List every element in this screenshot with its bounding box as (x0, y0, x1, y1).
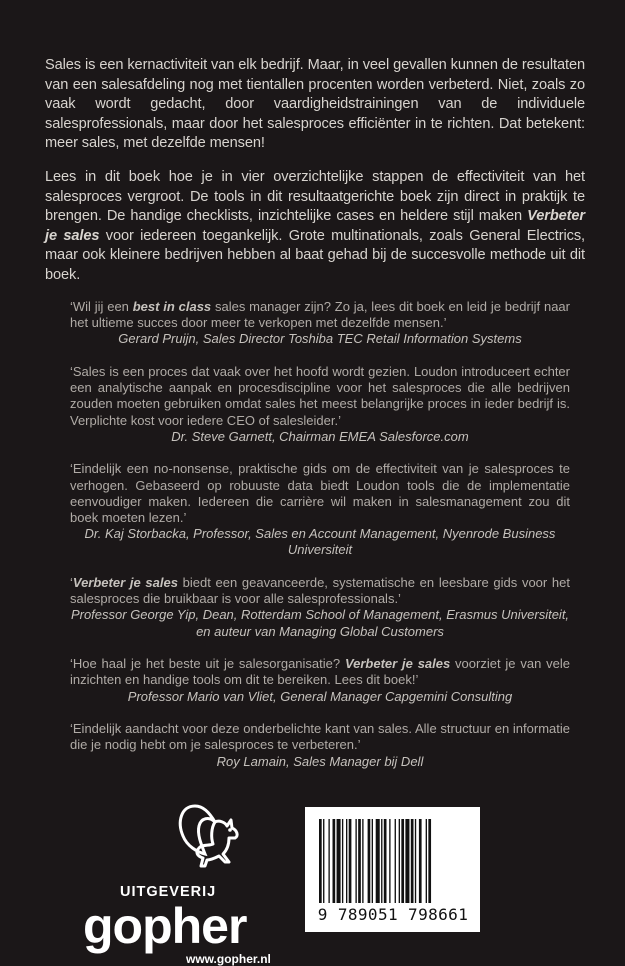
quote-5 (70, 656, 570, 705)
quote-emphasis: Verbeter je sales (344, 656, 451, 672)
quote-text (70, 575, 570, 607)
barcode-bar (358, 819, 361, 903)
quote-text-end: voorziet je van vele inzichten en handige tools om dit te bereiken. Lees dit boek!’ (70, 656, 570, 688)
quote-text (70, 364, 570, 429)
publisher-label: UITGEVERIJ (120, 884, 217, 900)
barcode-bar (401, 819, 404, 903)
intro-text-start: Lees in dit boek hoe je in vier overzichtelijke stappen de effectiviteit van het salesproces vergroot. De tools in dit resultaatgerichte boek zijn direct in praktijk te brengen. De handige checklists, inzichtelijke cases en heldere stijl maken (45, 169, 585, 225)
barcode-bar (362, 819, 363, 903)
barcode-bar (419, 819, 422, 903)
quote-attribution: Professor Mario van Vliet, General Manager Capgemini Consulting (127, 688, 513, 704)
barcode-bar (415, 819, 416, 903)
quote-text-start: ‘Eindelijk een no-nonsense, praktische gids om de effectiviteit van je salesproces te verhogen. Gebaseerd op robuuste data biedt Loudon tools die de implementatie eenvoudiger maken. Iedereen die carrière wil maken in salesmanagement zou dit boek moeten lezen.’ (70, 461, 570, 526)
publisher-logo (60, 800, 290, 966)
publisher-name: gopher (83, 898, 247, 954)
barcode-bar (368, 819, 371, 903)
barcode-bar (411, 819, 414, 903)
barcode-bar (323, 819, 324, 903)
quote-text-start: ‘ (70, 575, 73, 591)
intro-text-end: voor iedereen toegankelijk. Grote multinationals, zoals General Electrics, maar ook kleinere bedrijven hebben al baat gehad bij de succesvolle methode uit dit boek. (45, 227, 585, 283)
quote-1 (70, 299, 570, 348)
quote-text-start: ‘Eindelijk aandacht voor deze onderbelichte kant van sales. Alle structuur en informatie die je nodig hebt om je salesproces te verbeteren.’ (70, 721, 570, 753)
squirrel-icon (175, 800, 247, 880)
barcode-bar (381, 819, 382, 903)
quote-text (70, 299, 570, 331)
quotes-section (70, 299, 570, 786)
quote-text (70, 461, 570, 526)
barcode-bars (317, 819, 467, 905)
barcode-bar (399, 819, 400, 903)
quote-emphasis: best in class (132, 299, 212, 314)
quote-attribution: Professor George Yip, Dean, Rotterdam School of Management, Erasmus Universiteit, en auteur van Managing Global Customers (70, 607, 570, 639)
barcode-bar (346, 819, 347, 903)
quote-text-end: sales manager zijn? Zo ja, lees dit boek en leid je bedrijf naar het ultieme succes door meer te verkopen met dezelfde mensen.’ (70, 299, 570, 331)
barcode-bar (342, 819, 343, 903)
isbn-number: 9 789051 798661 (317, 905, 469, 924)
publisher-url: www.gopher.nl (186, 952, 271, 966)
quote-3 (70, 461, 570, 558)
intro-paragraph-1: Sales is een kernactiviteit van elk bedrijf. Maar, in veel gevallen kunnen de resultaten van een salesafdeling nog met tientallen procenten worden verbeterd. Niet, zoals zo vaak wordt gedacht, door vaardigheidstrainingen van de individuele salesprofessionals, maar door het salesproces efficiënter in te richten. Dat betekent: meer sales, met dezelfde mensen! (45, 57, 585, 152)
quote-emphasis: Verbeter je sales (72, 575, 178, 591)
quote-text (70, 656, 570, 688)
quote-attribution: Dr. Steve Garnett, Chairman EMEA Salesforce.com (171, 428, 469, 444)
quote-text-start: ‘Wil jij een (70, 299, 133, 314)
quote-text-start: ‘Hoe haal je het beste uit je salesorganisatie? (70, 656, 345, 672)
book-title: Verbeter je sales (45, 208, 585, 244)
barcode-bar (328, 819, 329, 903)
barcode-bar (376, 819, 380, 903)
barcode-bar (428, 819, 431, 903)
quote-text-start: ‘Sales is een proces dat vaak over het hoofd wordt gezien. Loudon introduceert echter een analytische aanpak en procesdiscipline voor het salesproces die alle bedrijven zouden moeten gebruiken omdat sales het meest belangrijke proces in ieder bedrijf is. Verplichte kost voor iedere CEO of salesleider.’ (70, 364, 570, 428)
quote-text-end: biedt een geavanceerde, systematische en leesbare gids voor het salesproces die bruikbaar is voor alle salesprofessionals.’ (70, 575, 570, 607)
quote-attribution: Gerard Pruijn, Sales Director Toshiba TEC Retail Information Systems (118, 331, 522, 347)
barcode-bar (395, 819, 396, 903)
quote-2 (70, 364, 570, 445)
barcode-bar (337, 819, 341, 903)
barcode-bar (349, 819, 352, 903)
barcode-bar (384, 819, 387, 903)
barcode-bar (355, 819, 356, 903)
quote-6 (70, 721, 570, 770)
quote-attribution: Dr. Kaj Storbacka, Professor, Sales en Account Management, Nyenrode Business Universiteit (84, 526, 556, 558)
barcode-bar (319, 819, 322, 903)
barcode-bar (333, 819, 336, 903)
quote-4 (70, 575, 570, 640)
barcode-bar (426, 819, 427, 903)
barcode-bar (405, 819, 409, 903)
quote-text (70, 721, 570, 753)
quote-attribution: Roy Lamain, Sales Manager bij Dell (216, 753, 424, 769)
intro-paragraph-2 (45, 168, 585, 286)
barcode-bar (372, 819, 373, 903)
barcode (305, 807, 480, 932)
barcode-bar (389, 819, 390, 903)
